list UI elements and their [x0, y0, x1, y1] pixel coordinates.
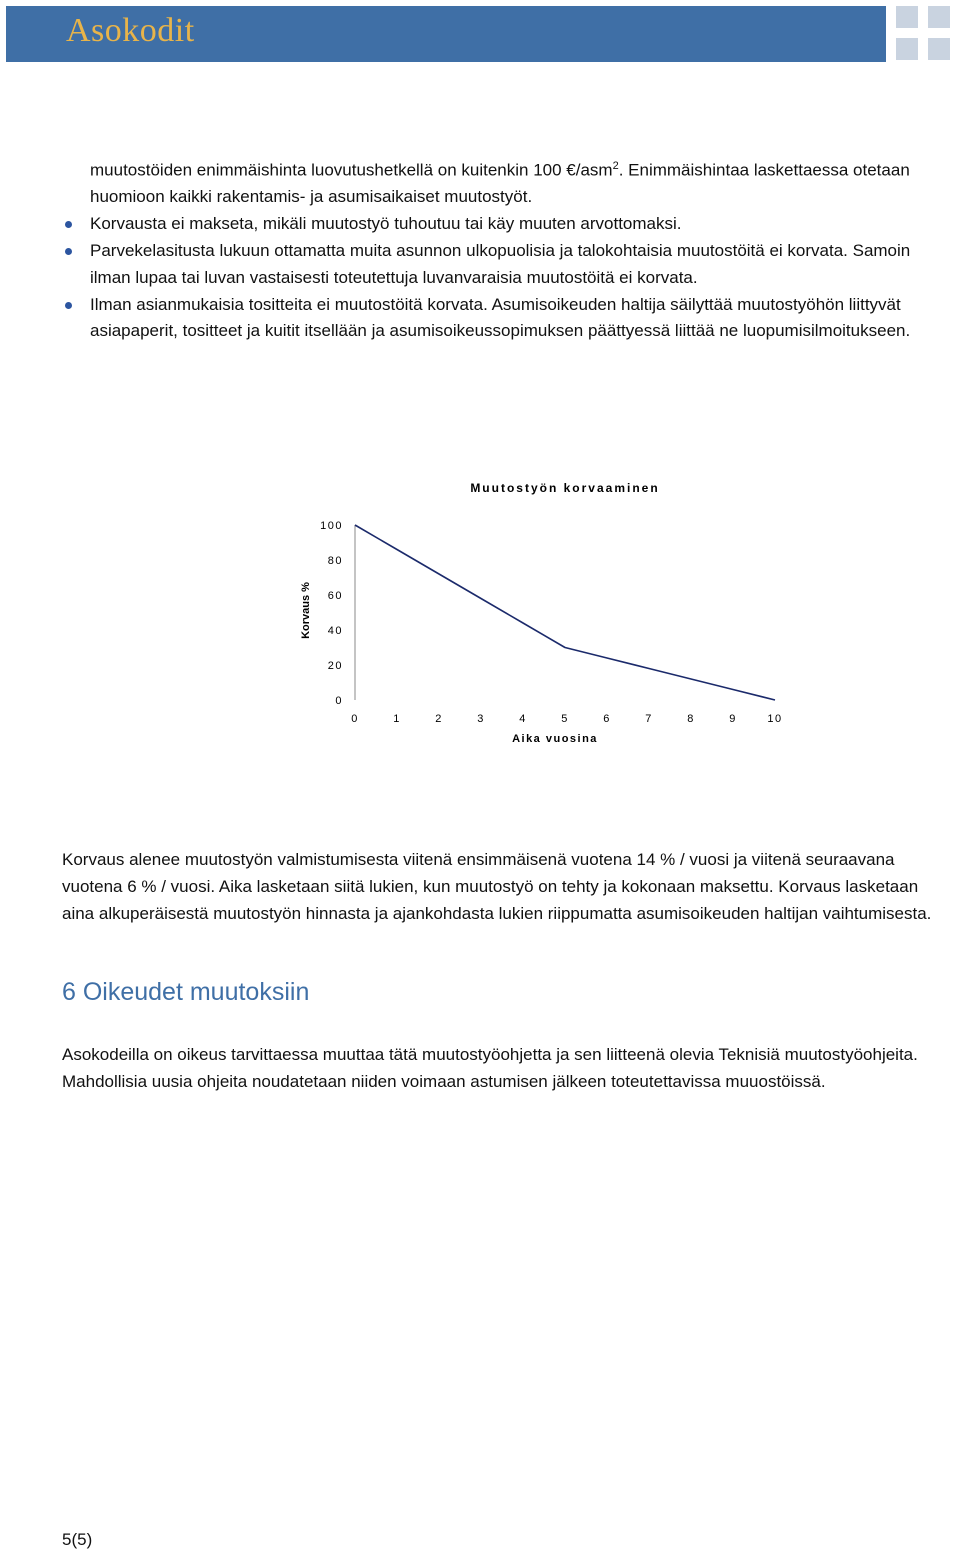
- x-tick-label: 10: [767, 713, 783, 725]
- y-axis-label: Korvaus %: [300, 582, 312, 639]
- x-tick-label: 9: [729, 713, 737, 725]
- x-tick-label: 6: [603, 713, 611, 725]
- x-tick-label: 2: [435, 713, 443, 725]
- chart-title: Muutostyön korvaaminen: [470, 481, 660, 495]
- list-item: Ilman asianmukaisia tositteita ei muutostöitä korvata. Asumisoikeuden haltija säilyttää muutostyöhön liittyvät asiapaperit, tositteet ja kuitit itsellään ja asumisoikeussopimuksen päättyessä liittää ne luopumisilmoitukseen.: [90, 292, 950, 346]
- x-tick-label: 7: [645, 713, 653, 725]
- y-tick-label: 60: [327, 590, 343, 602]
- logo: Asokodit: [66, 12, 195, 49]
- logo-square-decoration: [928, 38, 950, 60]
- list-item: Parvekelasitusta lukuun ottamatta muita asunnon ulkopuolisia ja talokohtaisia muutostöitä ei korvata. Samoin ilman lupaa tai luvan vastaisesti toteutettuja luvanvaraisia muutostöitä ei korvata.: [90, 238, 950, 292]
- logo-square-decoration: [928, 6, 950, 28]
- y-tick-label: 0: [335, 695, 343, 707]
- logo-square-decoration: [896, 6, 918, 28]
- section-paragraph: Asokodeilla on oikeus tarvittaessa muuttaa tätä muutostyöohjetta ja sen liitteenä olevia Teknisiä muutostyöohjeita. Mahdollisia uusia ohjeita noudatetaan niiden voimaan astumisen jälkeen toteutettavissa muuostöissä.: [62, 1045, 918, 1091]
- y-tick-label: 20: [327, 660, 343, 672]
- x-tick-label: 1: [393, 713, 401, 725]
- x-tick-label: 5: [561, 713, 569, 725]
- x-tick-label: 0: [351, 713, 359, 725]
- bullet-icon: [65, 248, 72, 255]
- bullet-icon: [65, 302, 72, 309]
- continuation-text: muutostöiden enimmäishinta luovutushetkellä on kuitenkin 100 €/asm$^2$. Enimmäishintaa laskettaessa otetaan huomioon kaikki rakentamis- ja asumisaikaiset muutostyöt.: [90, 160, 910, 207]
- y-tick-label: 40: [327, 625, 343, 637]
- bullet-section: [90, 153, 950, 345]
- bullet-icon: [65, 221, 72, 228]
- logo-square-decoration: [896, 38, 918, 60]
- compensation-paragraph: Korvaus alenee muutostyön valmistumisesta viitenä ensimmäisenä vuotena 14 % / vuosi ja viitenä seuraavana vuotena 6 % / vuosi. Aika lasketaan siitä lukien, kun muutostyö on tehty ja kokonaan maksettu. Korvaus lasketaan aina alkuperäisestä muutostyön hinnasta ja ajankohdasta lukien riippumatta asumisoikeuden haltijan vaihtumisesta.: [62, 850, 932, 923]
- series-line: [355, 525, 775, 700]
- y-tick-label: 80: [327, 555, 343, 567]
- page-number: 5(5): [62, 1530, 93, 1549]
- compensation-chart: [290, 470, 810, 760]
- x-tick-label: 3: [477, 713, 485, 725]
- bullet-list: [90, 211, 950, 345]
- x-tick-label: 8: [687, 713, 695, 725]
- x-tick-label: 4: [519, 713, 527, 725]
- x-axis-label: Aika vuosina: [512, 733, 598, 745]
- section-heading: 6 Oikeudet muutoksiin: [62, 978, 310, 1006]
- list-item: Korvausta ei makseta, mikäli muutostyö tuhoutuu tai käy muuten arvottomaksi.: [90, 211, 950, 238]
- y-tick-label: 100: [320, 520, 343, 532]
